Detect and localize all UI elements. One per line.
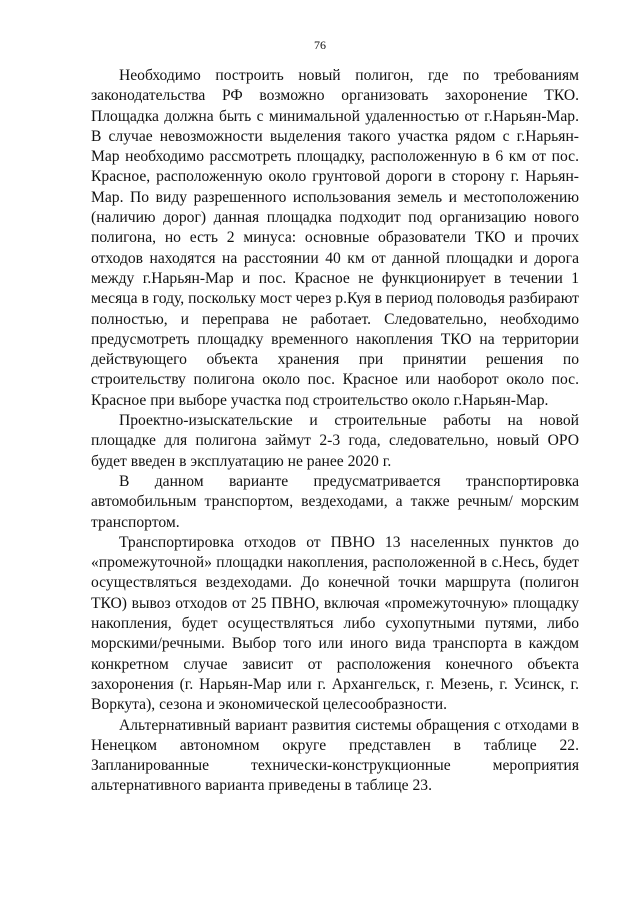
page-number: 76 <box>314 38 326 52</box>
paragraph-alternative-variant: Альтернативный вариант развития системы обращения с отходами в Ненецком автономном округе представлен в таблице 22. Запланированные технически-конструкционные мероприятия альтернативного варианта приведены в таблице 23. <box>91 716 579 795</box>
paragraph-construction-timeline: Проектно-изыскательские и строительные работы на новой площадке для полигона займут 2-3 года, следовательно, новый ОРО будет введен в эксплуатацию не ранее 2020 г. <box>91 412 579 470</box>
paragraph-new-landfill: Необходимо построить новый полигон, где по требованиям законодательства РФ возможно организовать захоронение ТКО. Площадка должна быть с минимальной удаленностью от г.Нарьян-Мар. В случае невозможности выделения такого участка рядом с г.Нарьян-Мар необходимо рассмотреть площадку, расположенную в 6 км от пос. Красное, расположенную около грунтовой дороги в сторону г. Нарьян-Мар. По виду разрешенного использования земель и местоположению (наличию дорог) данная площадка подходит под организацию нового полигона, но есть 2 минуса: основные образователи ТКО и прочих отходов находятся на расстоянии 40 км от данной площадки и дорога между г.Нарьян-Мар и пос. Красное не функционирует в течении 1 месяца в году, поскольку мост через р.Куя в период половодья разбирают полностью, и переправа не работает. Следовательно, необходимо предусмотреть площадку временного накопления ТКО на территории действующего объекта хранения при принятии решения по строительству полигона около пос. Красное или наоборот около пос. Красное при выборе участка под строительство около г.Нарьян-Мар. <box>91 67 579 409</box>
paragraph-transport-modes: В данном варианте предусматривается транспортировка автомобильным транспортом, вездеходами, а также речным/ морским транспортом. <box>91 472 579 531</box>
body-text <box>91 66 579 797</box>
paragraph-waste-transport-route: Транспортировка отходов от ПВНО 13 населенных пунктов до «промежуточной» площадки накопления, расположенной в с.Несь, будет осуществляться вездеходами. До конечной точки маршрута (полигон ТКО) вывоз отходов от 25 ПВНО, включая «промежуточную» площадку накопления, будет осуществляться либо сухопутными путями, либо морскими/речными. Выбор того или иного вида транспорта в каждом конкретном случае зависит от расположения конечного объекта захоронения (г. Нарьян-Мар или г. Архангельск, г. Мезень, г. Усинск, г. Воркута), сезона и экономической целесообразности. <box>91 533 579 714</box>
